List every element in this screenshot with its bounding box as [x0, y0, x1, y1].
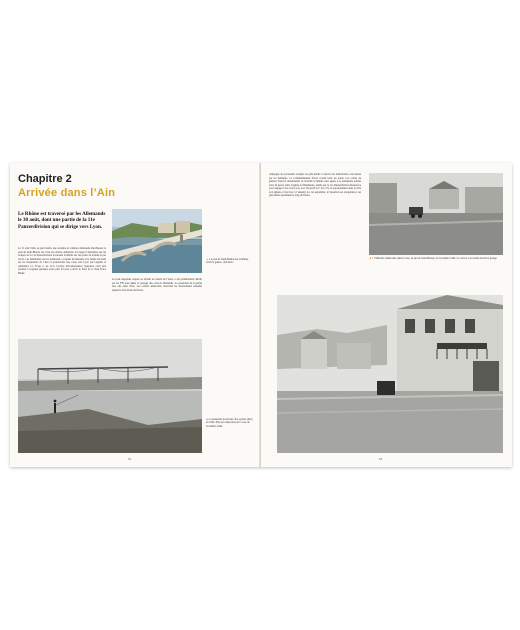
photo1-caption: ▲ Le pont de Sault-Brénaz sur le Rhône avant la guerre, côté Isère.	[206, 258, 249, 265]
page-number-right: 55	[379, 457, 383, 461]
photo-flood-village-large	[277, 295, 503, 453]
chapter-title: Chapitre 2	[18, 173, 72, 185]
book-spread	[10, 163, 512, 467]
photo-bridge-color	[112, 209, 202, 273]
body-column-1: Le 31 août 1944, au petit matin, une centaine de camions allemands franchissent le pont de Sault-Brénaz sur l’axe Les Abrets–Ambérieu. Un rapport détermine que les troupes de la 11e Panzerdivision traversent le Rhône sur des ponts de fortune et par le bac. Les Allemands, encore nombreux, occupent les hauteurs et la vallée. Ils tirent sur les maquisards de l’Ain et poursuivent leur route vers Lyon par Lagnieu et Ambérieu. La Troop C du 117e Cavalry Reconnaissance Squadron avait pris position à Lagnieu quelques jours plus tôt pour couvrir le flanc de la Task Force Butler.	[18, 247, 106, 275]
chapter-subtitle: Arrivée dans l’Ain	[18, 187, 116, 199]
right-page	[261, 163, 512, 467]
caption-triangle-icon: ◀	[206, 418, 208, 421]
page-number-left: 54	[128, 457, 132, 461]
photo2-caption: ◀ La passerelle provisoire de Loyettes (Ain) en 1944. Elle sera emportée par la crue de novembre 1944.	[206, 418, 253, 428]
body-column-right: campagne de protestants stoïques au petit matin. L’arrivée des Américains a été saluée par les habitants. Le Commandement Wood voulait tenir les ponts. Les ordres du général Truscott interdisaient de franchir le Rhône sans appui. Les Allemands tentent alors de percer entre Lagnieu et Meximieux, tandis que la 11e Panzerdivision manœuvre pour dégager l’axe vers Lyon. Les Troops B et C du 117e se repositionnent dans la ville de Lagnieu et font face à l’ennemi. Le 1er septembre, le Squadron est réorganisé et les patrouilles reprennent le long du fleuve.	[269, 173, 361, 197]
photo-flood-street-small	[369, 173, 503, 255]
photo-right-caption: ◀▼ Véhicules américains dans la crue, au sud de Sault-Brénaz, en novembre 1944. Le convoi s’est arrêté devant le garage.	[369, 257, 498, 260]
photo-footbridge-bw	[18, 339, 202, 453]
lead-paragraph: Le Rhône est traversé par les Allemands le 30 août, dont une partie de la 11e Panzerdivision qui se dirige vers Lyon.	[18, 211, 106, 230]
caption-triangle-icon: ◀▼	[369, 257, 374, 260]
body-column-2: Le pont suspendu, auquel on aboutit en venant de l’Isère, a été partiellement détruit par les FFI pour gêner le passage des convois allemands. La passerelle de Loyettes sera elle aussi visée. Les soldats américains observent les mouvements ennemis depuis la rive droite du fleuve.	[112, 278, 202, 292]
caption-triangle-icon: ▲	[206, 258, 209, 261]
left-page	[10, 163, 261, 467]
